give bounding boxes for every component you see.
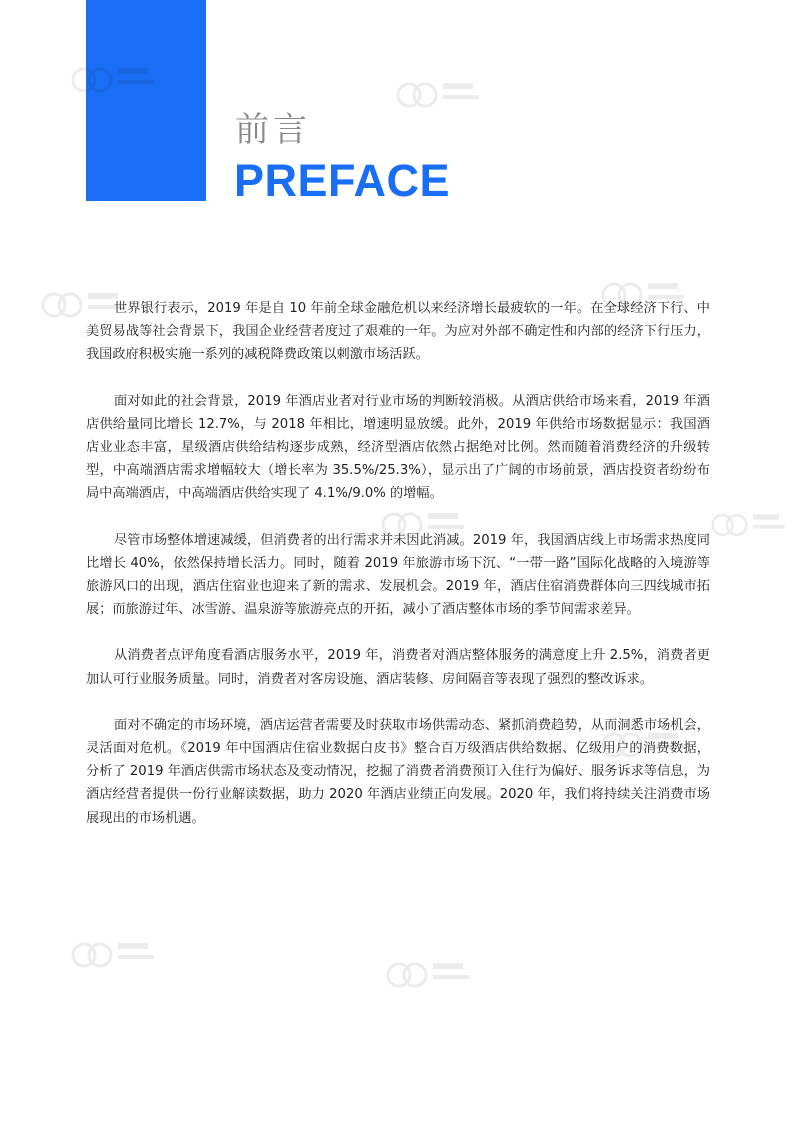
paragraph: 尽管市场整体增速减缓，但消费者的出行需求并未因此消减。2019 年，我国酒店线上市场需求热度同比增长 40%，依然保持增长活力。同时，随着 2019 年旅游市场下沉、“一带一路”国际化战略的入境游等旅游风口的出现，酒店住宿业也迎来了新的需求、发展机会。2019 年，酒店住宿消费群体向三四线城市拓展；而旅游过年、冰雪游、温泉游等旅游亮点的开拓，减小了酒店整体市场的季节间需求差异。 (86, 532, 710, 618)
watermark-logo-icon (70, 935, 160, 975)
page-title-chinese: 前言 (235, 110, 311, 150)
accent-block (86, 0, 206, 201)
paragraph: 世界银行表示，2019 年是自 10 年前全球金融危机以来经济增长最疲软的一年。在全球经济下行、中美贸易战等社会背景下，我国企业经营者度过了艰难的一年。为应对外部不确定性和内部的经济下行压力，我国政府积极实施一系列的减税降费政策以刺激市场活跃。 (86, 301, 710, 363)
page-title-english: PREFACE (234, 155, 451, 206)
paragraph: 面对不确定的市场环境，酒店运营者需要及时获取市场供需动态、紧抓消费趋势，从而洞悉市场机会，灵活面对危机。《2019 年中国酒店住宿业数据白皮书》整合百万级酒店供给数据、亿级用户的消费数据，分析了 2019 年酒店供需市场状态及变动情况，挖掘了消费者消费预订入住行为偏好、服务诉求等信息，为酒店经营者提供一份行业解读数据，助力 2020 年酒店业绩正向发展。2020 年，我们将持续关注消费市场展现出的市场机遇。 (86, 717, 710, 826)
watermark-logo-icon (710, 505, 793, 545)
paragraph: 面对如此的社会背景，2019 年酒店业者对行业市场的判断较消极。从酒店供给市场来看，2019 年酒店供给量同比增长 12.7%，与 2018 年相比，增速明显放缓。此外，2019 年供给市场数据显示：我国酒店业业态丰富，星级酒店供给结构逐步成熟，经济型酒店依然占据绝对比例。然而随着消费经济的升级转型，中高端酒店需求增幅较大（增长率为 35.5%/25.3%），显示出了广阔的市场前景，酒店投资者纷纷布局中高端酒店，中高端酒店供给实现了 4.1%/9.0% 的增幅。 (86, 393, 710, 502)
watermark-logo-icon (385, 955, 475, 995)
watermark-logo-icon (395, 75, 485, 115)
preface-body (86, 297, 710, 853)
paragraph: 从消费者点评角度看酒店服务水平，2019 年，消费者对酒店整体服务的满意度上升 2.5%，消费者更加认可行业服务质量。同时，消费者对客房设施、酒店装修、房间隔音等表现了强烈的整改诉求。 (86, 648, 710, 687)
